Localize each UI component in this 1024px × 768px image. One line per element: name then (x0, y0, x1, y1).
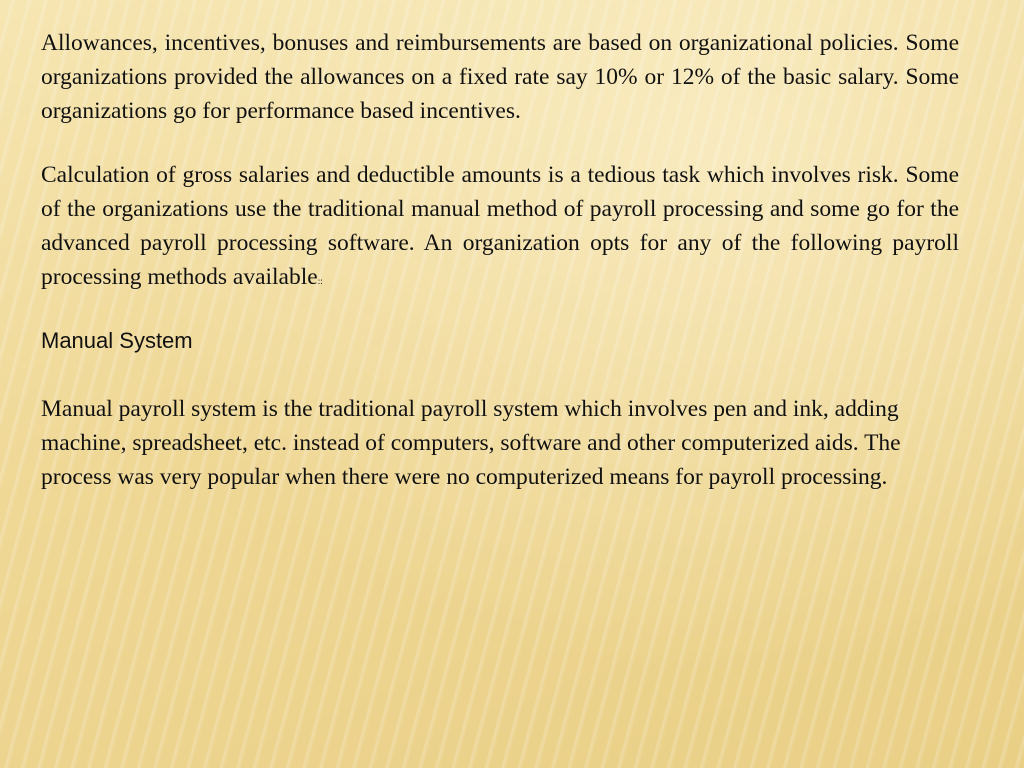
section-heading-manual-system: Manual System (41, 328, 193, 353)
slide-content (41, 26, 959, 494)
paragraph-manual-system: Manual payroll system is the traditional payroll system which involves pen and ink, adding machine, spreadsheet, etc. instead of computers, software and other computerized aids. The process was very popular when there were no computerized means for payroll processing. (41, 396, 901, 490)
paragraph-calculation (41, 158, 959, 294)
paragraph-allowances: Allowances, incentives, bonuses and reimbursements are based on organizational policies. Some organizations provided the allowances on a fixed rate say 10% or 12% of the basic salary. Some organizations go for performance based incentives. (41, 30, 959, 124)
paragraph-calculation-text: Calculation of gross salaries and deductible amounts is a tedious task which involves risk. Some of the organizations use the traditional manual method of payroll processing and some go for the advanced payroll processing software. An organization opts for any of the following payroll processing methods available (41, 162, 959, 290)
paragraph-calculation-suffix: :: (317, 276, 323, 286)
